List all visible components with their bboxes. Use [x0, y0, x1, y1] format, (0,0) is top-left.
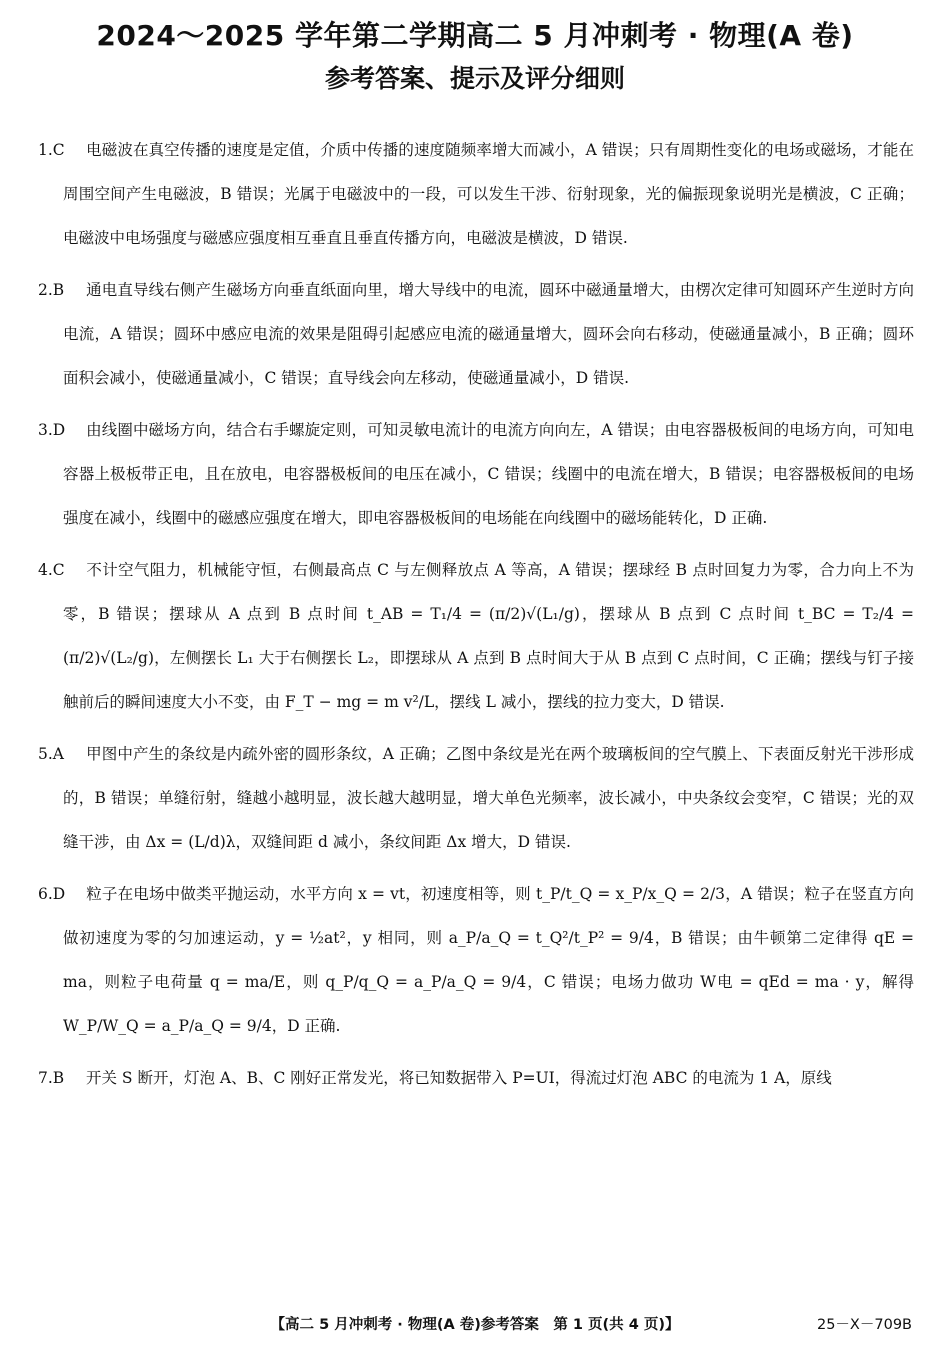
answer-explanation: 电磁波在真空传播的速度是定值，介质中传播的速度随频率增大而减小，A 错误；只有周期性变化的电场或磁场，才能在周围空间产生电磁波，B 错误；光属于电磁波中的一段，可以发生干涉、衍射现象，光的偏振现象说明光是横波，C 正确；电磁波中电场强度与磁感应强度相互垂直且垂直传播方向，电磁波是横波，D 错误.	[63, 141, 914, 247]
answer-number: 6.	[38, 885, 53, 903]
answer-choice: D	[52, 885, 66, 903]
answer-explanation: 不计空气阻力，机械能守恒，右侧最高点 C 与左侧释放点 A 等高，A 错误；摆球经 B 点时回复力为零，合力向上不为零，B 错误；摆球从 A 点到 B 点时间 t_AB = T₁/4 = (π/2)√(L₁/g)，摆球从 B 点到 C 点时间 t_BC = T₂/4 = (π/2)√(L₂/g)，左侧摆长 L₁ 大于右侧摆长 L₂，即摆球从 A 点到 B 点时间大于从 B 点到 C 点时间，C 正确；摆线与钉子接触前后的瞬间速度大小不变，由 F_T − mg = m v²/L，摆线 L 减小，摆线的拉力变大，D 错误.	[63, 561, 914, 711]
answer-choice: C	[52, 141, 65, 159]
answer-explanation: 由线圈中磁场方向，结合右手螺旋定则，可知灵敏电流计的电流方向向左，A 错误；由电容器极板间的电场方向，可知电容器上极板带正电，且在放电，电容器极板间的电压在减小，C 错误；线圈中的电流在增大，B 错误；电容器极板间的电场强度在减小，线圈中的磁感应强度在增大，即电容器极板间的电场能在向线圈中的磁场能转化，D 正确.	[63, 421, 914, 527]
answer-item-2	[38, 268, 914, 400]
page-footer	[0, 1309, 950, 1339]
answer-number: 1.	[38, 141, 53, 159]
footer-page-info: 【高二 5 月冲刺考 · 物理(A 卷)参考答案 第 1 页(共 4 页)】	[270, 1317, 680, 1333]
answer-item-3	[38, 408, 914, 540]
page-title: 2024～2025 学年第二学期高二 5 月冲刺考 · 物理(A 卷)	[96, 19, 854, 52]
answer-item-4	[38, 548, 914, 724]
answer-number: 5.	[38, 745, 53, 763]
answer-number: 3.	[38, 421, 53, 439]
answer-choice: B	[52, 281, 65, 299]
answer-item-6	[38, 872, 914, 1048]
answer-item-5	[38, 732, 914, 864]
answer-item-7	[38, 1056, 914, 1100]
answer-choice: A	[52, 745, 64, 763]
answer-item-1	[38, 128, 914, 260]
answer-explanation: 开关 S 断开，灯泡 A、B、C 刚好正常发光，将已知数据带入 P=UI，得流过灯泡 ABC 的电流为 1 A，原线	[86, 1069, 832, 1087]
footer-document-code: 25－X－709B	[816, 1317, 912, 1333]
answer-explanation: 粒子在电场中做类平抛运动，水平方向 x = vt，初速度相等，则 t_P/t_Q = x_P/x_Q = 2/3，A 错误；粒子在竖直方向做初速度为零的匀加速运动，y = ½at²，y 相同，则 a_P/a_Q = t_Q²/t_P² = 9/4，B 错误；由牛顿第二定律得 qE = ma，则粒子电荷量 q = ma/E，则 q_P/q_Q = a_P/a_Q = 9/4，C 错误；电场力做功 W电 = qEd = ma · y，解得 W_P/W_Q = a_P/a_Q = 9/4，D 正确.	[63, 885, 914, 1035]
answer-number: 7.	[38, 1069, 53, 1087]
answer-list	[38, 128, 914, 1108]
answer-choice: C	[52, 561, 65, 579]
page-subtitle: 参考答案、提示及评分细则	[324, 64, 625, 93]
answer-choice: D	[52, 421, 66, 439]
answer-explanation: 通电直导线右侧产生磁场方向垂直纸面向里，增大导线中的电流，圆环中磁通量增大，由楞次定律可知圆环产生逆时方向电流，A 错误；圆环中感应电流的效果是阻碍引起感应电流的磁通量增大，圆环会向右移动，使磁通量减小，B 正确；圆环面积会减小，使磁通量减小，C 错误；直导线会向左移动，使磁通量减小，D 错误.	[63, 281, 914, 387]
answer-explanation: 甲图中产生的条纹是内疏外密的圆形条纹，A 正确；乙图中条纹是光在两个玻璃板间的空气膜上、下表面反射光干涉形成的，B 错误；单缝衍射，缝越小越明显，波长越大越明显，增大单色光频率，波长减小，中央条纹会变窄，C 错误；光的双缝干涉，由 Δx = (L/d)λ，双缝间距 d 减小，条纹间距 Δx 增大，D 错误.	[63, 745, 914, 851]
answer-number: 4.	[38, 561, 53, 579]
answer-number: 2.	[38, 281, 53, 299]
answer-choice: B	[52, 1069, 65, 1087]
